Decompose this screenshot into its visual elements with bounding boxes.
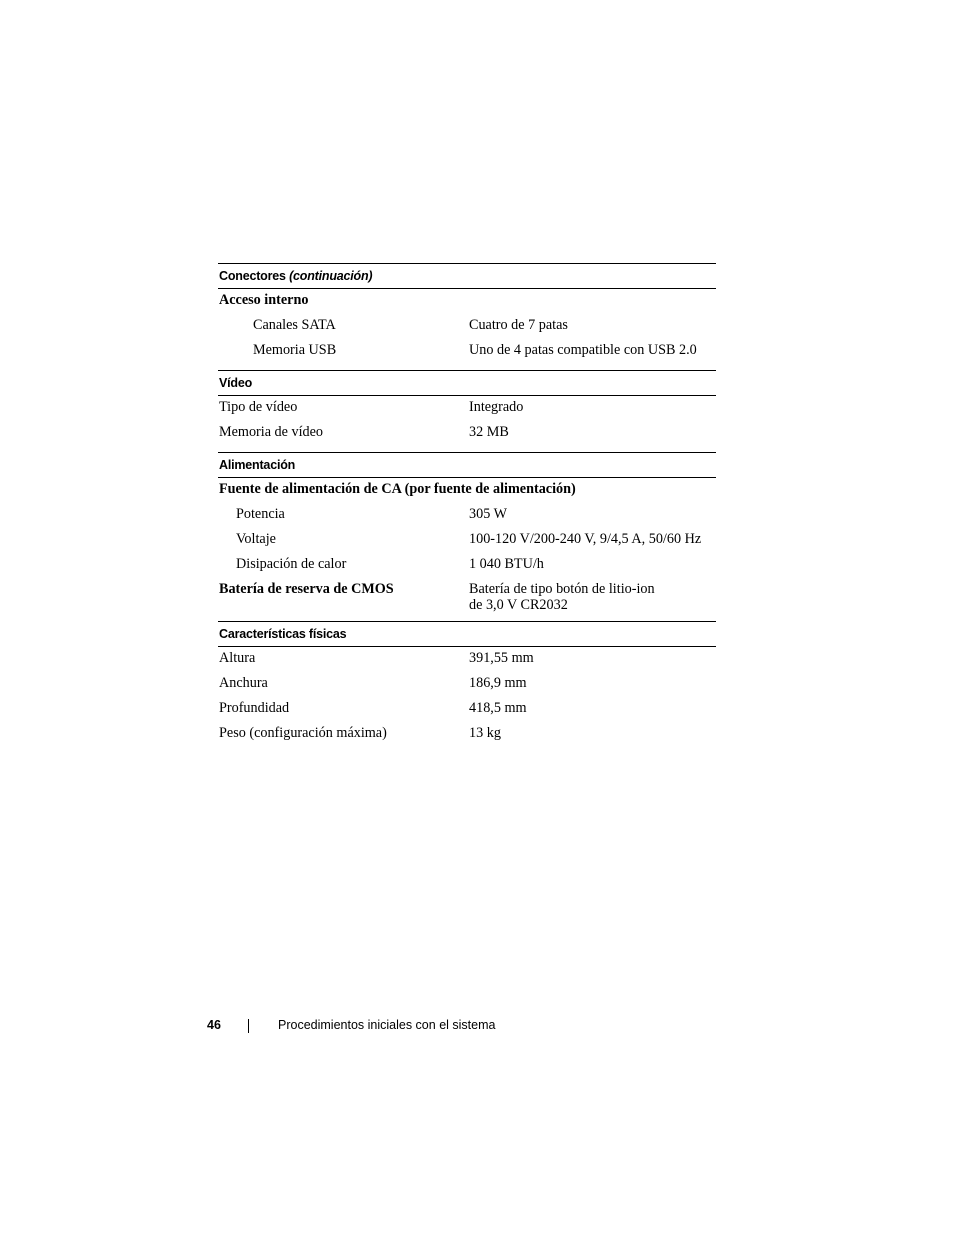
spec-value: 391,55 mm [469, 650, 534, 666]
spec-row [218, 339, 716, 364]
spec-row [218, 396, 716, 421]
spec-value: 1 040 BTU/h [469, 556, 544, 572]
section-video [218, 370, 716, 452]
spec-label: Altura [219, 650, 256, 666]
spec-row [218, 647, 716, 672]
section-body [218, 478, 716, 621]
spec-row [218, 421, 716, 446]
spec-value: 32 MB [469, 424, 509, 440]
section-header [218, 370, 716, 396]
spec-value-line: de 3,0 V CR2032 [469, 597, 568, 613]
section-title: Características físicas [219, 627, 347, 641]
spec-label: Tipo de vídeo [219, 399, 298, 415]
section-title: Alimentación [219, 458, 296, 472]
section-title: Conectores [219, 269, 286, 283]
section-caracteristicas-fisicas [218, 621, 716, 753]
spec-value: Uno de 4 patas compatible con USB 2.0 [469, 342, 697, 358]
spec-value: Cuatro de 7 patas [469, 317, 568, 333]
section-header [218, 452, 716, 478]
spec-label: Canales SATA [253, 317, 336, 333]
section-body [218, 396, 716, 452]
section-alimentacion [218, 452, 716, 621]
spec-label: Potencia [236, 506, 285, 522]
spec-row [218, 722, 716, 747]
section-body [218, 289, 716, 370]
spec-label: Memoria USB [253, 342, 337, 358]
spec-label: Peso (configuración máxima) [219, 725, 387, 741]
spec-row [218, 578, 716, 615]
spec-value: 305 W [469, 506, 507, 522]
spec-row [218, 528, 716, 553]
section-title-suffix: (continuación) [289, 269, 373, 283]
footer-title: Procedimientos iniciales con el sistema [278, 1018, 496, 1032]
spec-label: Anchura [219, 675, 268, 691]
spec-row [218, 478, 716, 503]
spec-value: 418,5 mm [469, 700, 527, 716]
spec-row [218, 672, 716, 697]
spec-label: Batería de reserva de CMOS [219, 581, 394, 597]
spec-label: Profundidad [219, 700, 290, 716]
spec-label: Acceso interno [219, 292, 309, 308]
spec-label: Fuente de alimentación de CA (por fuente de alimentación) [219, 481, 576, 497]
spec-value: 186,9 mm [469, 675, 527, 691]
spec-label: Voltaje [236, 531, 276, 547]
spec-row [218, 503, 716, 528]
spec-label: Memoria de vídeo [219, 424, 324, 440]
page-number: 46 [207, 1018, 221, 1032]
section-conectores [218, 263, 716, 370]
spec-row [218, 553, 716, 578]
spec-value: Integrado [469, 399, 524, 415]
spec-label: Disipación de calor [236, 556, 347, 572]
spec-row [218, 697, 716, 722]
spec-value: 13 kg [469, 725, 501, 741]
spec-value: 100-120 V/200-240 V, 9/4,5 A, 50/60 Hz [469, 531, 702, 547]
section-header [218, 263, 716, 289]
spec-row [218, 289, 716, 314]
specifications-table [218, 263, 716, 753]
section-title: Vídeo [219, 376, 253, 390]
section-header [218, 621, 716, 647]
page-footer [0, 1018, 954, 1038]
spec-value-line: Batería de tipo botón de litio-ion [469, 581, 655, 597]
footer-separator [248, 1019, 249, 1033]
section-body [218, 647, 716, 753]
spec-row [218, 314, 716, 339]
spec-value [469, 581, 655, 613]
